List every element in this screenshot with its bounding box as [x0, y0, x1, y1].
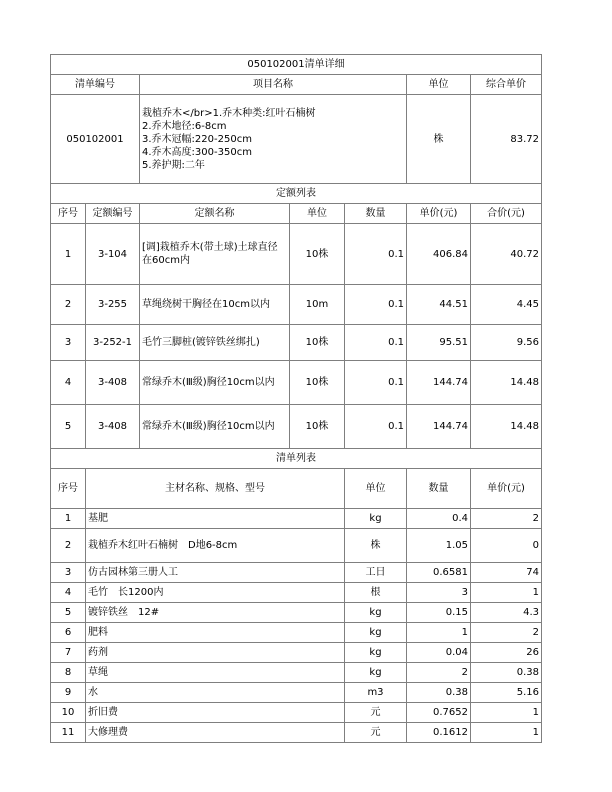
quota-row: [51, 405, 542, 449]
material-row: [51, 529, 542, 563]
material-cell: 栽植乔木红叶石楠树 D地6-8cm: [86, 529, 345, 563]
quota-cell: 0.1: [345, 361, 407, 405]
material-header-cell: 数量: [407, 469, 471, 509]
quota-cell: 常绿乔木(Ⅲ级)胸径10cm以内: [140, 405, 290, 449]
quota-row: [51, 285, 542, 325]
quota-cell: 3: [51, 325, 86, 361]
material-row: [51, 703, 542, 723]
material-cell: 株: [345, 529, 407, 563]
material-row: [51, 663, 542, 683]
material-cell: kg: [345, 643, 407, 663]
material-cell: 1: [471, 583, 542, 603]
material-cell: 折旧费: [86, 703, 345, 723]
material-cell: 1: [51, 509, 86, 529]
quota-cell: 10株: [290, 361, 345, 405]
quota-cell: 0.1: [345, 405, 407, 449]
quota-cell: 10株: [290, 325, 345, 361]
material-cell: 基肥: [86, 509, 345, 529]
material-header-row: [51, 469, 542, 509]
material-cell: 草绳: [86, 663, 345, 683]
material-cell: 肥料: [86, 623, 345, 643]
quota-cell: [调]栽植乔木(带土球)土球直径在60cm内: [140, 224, 290, 285]
quota-cell: 144.74: [407, 361, 471, 405]
material-row: [51, 509, 542, 529]
material-cell: m3: [345, 683, 407, 703]
material-cell: 2: [407, 663, 471, 683]
quota-cell: 3-104: [86, 224, 140, 285]
quota-cell: 草绳绕树干胸径在10cm以内: [140, 285, 290, 325]
quota-cell: 44.51: [407, 285, 471, 325]
bill-unit-header: 单位: [407, 75, 471, 95]
quota-header-cell: 单位: [290, 204, 345, 224]
material-row: [51, 623, 542, 643]
quota-row: [51, 361, 542, 405]
quota-cell: 3-408: [86, 361, 140, 405]
material-cell: 8: [51, 663, 86, 683]
material-row: [51, 643, 542, 663]
material-cell: 1: [471, 723, 542, 743]
material-cell: 0.1612: [407, 723, 471, 743]
material-row: [51, 563, 542, 583]
material-section-row: [51, 449, 542, 469]
material-cell: 仿古园林第三册人工: [86, 563, 345, 583]
material-cell: kg: [345, 623, 407, 643]
material-cell: 2: [471, 623, 542, 643]
material-cell: kg: [345, 509, 407, 529]
material-cell: 4: [51, 583, 86, 603]
quota-cell: 0.1: [345, 325, 407, 361]
bill-code-header: 清单编号: [51, 75, 140, 95]
quota-section-row: [51, 184, 542, 204]
quota-header-cell: 数量: [345, 204, 407, 224]
material-cell: 毛竹 长1200内: [86, 583, 345, 603]
material-cell: 0.4: [407, 509, 471, 529]
quota-cell: 0.1: [345, 224, 407, 285]
material-cell: 6: [51, 623, 86, 643]
material-cell: 0.6581: [407, 563, 471, 583]
quota-cell: 4.45: [471, 285, 542, 325]
bill-unit: 株: [407, 95, 471, 184]
bill-price-header: 综合单价: [471, 75, 542, 95]
material-cell: 0.04: [407, 643, 471, 663]
quota-section-title: 定额列表: [51, 184, 542, 204]
quota-cell: 毛竹三脚桩(镀锌铁丝绑扎): [140, 325, 290, 361]
material-row: [51, 723, 542, 743]
quota-cell: 5: [51, 405, 86, 449]
material-cell: 2: [471, 509, 542, 529]
material-header-cell: 序号: [51, 469, 86, 509]
material-cell: 水: [86, 683, 345, 703]
material-header-cell: 单价(元): [471, 469, 542, 509]
material-cell: 0.38: [471, 663, 542, 683]
material-cell: 5: [51, 603, 86, 623]
bill-code: 050102001: [51, 95, 140, 184]
bill-name: 栽植乔木</br>1.乔木种类:红叶石楠树 2.乔木地径:6-8cm 3.乔木冠幅:220-250cm 4.乔木高度:300-350cm 5.养护期:二年: [140, 95, 407, 184]
quota-cell: 10m: [290, 285, 345, 325]
material-header-cell: 单位: [345, 469, 407, 509]
bill-row: [51, 95, 542, 184]
material-cell: 74: [471, 563, 542, 583]
material-cell: 1: [471, 703, 542, 723]
table-title: 050102001清单详细: [51, 55, 542, 75]
quota-row: [51, 325, 542, 361]
material-cell: 0.38: [407, 683, 471, 703]
material-cell: 根: [345, 583, 407, 603]
quota-cell: 3-408: [86, 405, 140, 449]
quota-cell: 1: [51, 224, 86, 285]
material-cell: 26: [471, 643, 542, 663]
material-cell: 9: [51, 683, 86, 703]
quota-header-cell: 定额名称: [140, 204, 290, 224]
material-cell: 镀锌铁丝 12#: [86, 603, 345, 623]
material-cell: 2: [51, 529, 86, 563]
material-cell: 3: [407, 583, 471, 603]
bill-header-row: [51, 75, 542, 95]
quota-header-cell: 单价(元): [407, 204, 471, 224]
material-cell: 元: [345, 723, 407, 743]
material-cell: kg: [345, 663, 407, 683]
material-cell: kg: [345, 603, 407, 623]
material-row: [51, 603, 542, 623]
material-cell: 1: [407, 623, 471, 643]
material-cell: 0.7652: [407, 703, 471, 723]
quota-cell: 3-255: [86, 285, 140, 325]
quota-cell: 406.84: [407, 224, 471, 285]
quota-cell: 95.51: [407, 325, 471, 361]
material-cell: 元: [345, 703, 407, 723]
quota-cell: 4: [51, 361, 86, 405]
quota-header-row: [51, 204, 542, 224]
material-cell: 11: [51, 723, 86, 743]
quota-cell: 3-252-1: [86, 325, 140, 361]
quota-cell: 14.48: [471, 405, 542, 449]
quota-cell: 10株: [290, 224, 345, 285]
quota-header-cell: 序号: [51, 204, 86, 224]
quota-cell: 14.48: [471, 361, 542, 405]
material-cell: 7: [51, 643, 86, 663]
quota-cell: 2: [51, 285, 86, 325]
material-cell: 0: [471, 529, 542, 563]
material-row: [51, 683, 542, 703]
material-cell: 工日: [345, 563, 407, 583]
material-header-cell: 主材名称、规格、型号: [86, 469, 345, 509]
material-cell: 0.15: [407, 603, 471, 623]
quota-header-cell: 合价(元): [471, 204, 542, 224]
material-cell: 5.16: [471, 683, 542, 703]
quota-cell: 144.74: [407, 405, 471, 449]
material-cell: 大修理费: [86, 723, 345, 743]
quota-cell: 9.56: [471, 325, 542, 361]
material-cell: 3: [51, 563, 86, 583]
bill-price: 83.72: [471, 95, 542, 184]
quota-cell: 10株: [290, 405, 345, 449]
quota-cell: 40.72: [471, 224, 542, 285]
title-row: [51, 55, 542, 75]
quota-header-cell: 定额编号: [86, 204, 140, 224]
material-row: [51, 583, 542, 603]
quota-cell: 常绿乔木(Ⅲ级)胸径10cm以内: [140, 361, 290, 405]
material-cell: 10: [51, 703, 86, 723]
material-cell: 4.3: [471, 603, 542, 623]
material-cell: 1.05: [407, 529, 471, 563]
quota-row: [51, 224, 542, 285]
bill-detail-table: [50, 54, 542, 743]
quota-cell: 0.1: [345, 285, 407, 325]
material-cell: 药剂: [86, 643, 345, 663]
bill-name-header: 项目名称: [140, 75, 407, 95]
material-section-title: 清单列表: [51, 449, 542, 469]
